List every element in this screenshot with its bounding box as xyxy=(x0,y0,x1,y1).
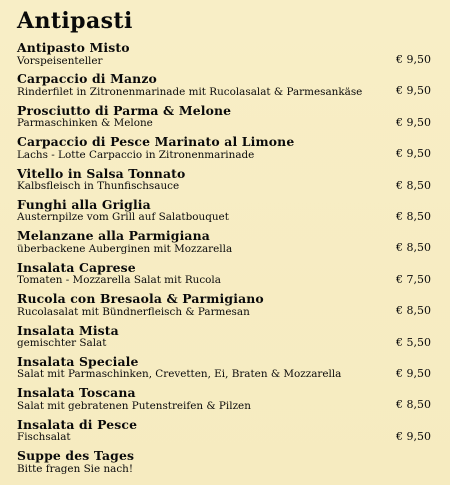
menu-item xyxy=(17,71,433,102)
menu-item xyxy=(17,385,433,416)
item-description: überbackene Auberginen mit Mozzarella xyxy=(17,242,233,255)
item-price: € 9,50 xyxy=(396,53,431,66)
item-price: € 8,50 xyxy=(396,304,431,318)
item-description: Austernpilze vom Grill auf Salatbouquet xyxy=(17,211,229,224)
menu-item xyxy=(17,166,433,197)
item-price: € 9,50 xyxy=(396,84,431,98)
item-price: € 7,50 xyxy=(396,272,431,286)
item-description: Salat mit gebratenen Putenstreifen & Pilzen xyxy=(17,399,251,412)
item-price: € 9,50 xyxy=(396,429,431,443)
item-price: € 8,50 xyxy=(396,209,431,223)
item-name: Carpaccio di Pesce Marinato al Limone xyxy=(17,134,295,150)
item-name: Insalata Toscana xyxy=(17,385,136,401)
menu-list xyxy=(17,40,433,479)
item-description: gemischter Salat xyxy=(17,337,107,350)
item-description: Vorspeisenteller xyxy=(17,54,103,67)
item-description: Kalbsfleisch in Thunfischsauce xyxy=(17,180,180,193)
item-description: Lachs - Lotte Carpaccio in Zitronenmarinade xyxy=(17,148,255,161)
item-price: € 8,50 xyxy=(396,398,431,412)
item-name: Melanzane alla Parmigiana xyxy=(17,228,210,244)
item-name: Antipasto Misto xyxy=(17,40,130,55)
item-description: Salat mit Parmaschinken, Crevetten, Ei, Braten & Mozzarella xyxy=(17,368,342,381)
item-name: Insalata Caprese xyxy=(17,259,136,275)
menu-item xyxy=(17,291,433,322)
menu-item xyxy=(17,103,433,134)
item-price: € 9,50 xyxy=(396,366,431,380)
item-description: Tomaten - Mozzarella Salat mit Rucola xyxy=(17,274,221,287)
item-name: Insalata Mista xyxy=(17,322,119,338)
menu-item xyxy=(17,323,433,354)
menu-title: Antipasti xyxy=(17,8,133,34)
item-price: € 9,50 xyxy=(396,115,431,129)
item-name: Carpaccio di Manzo xyxy=(17,71,157,87)
menu-item xyxy=(17,354,433,385)
item-price: € 5,50 xyxy=(396,335,431,349)
item-description: Rucolasalat mit Bündnerfleisch & Parmesan xyxy=(17,305,250,318)
menu-item xyxy=(17,134,433,165)
item-description: Fischsalat xyxy=(17,431,71,444)
item-name: Suppe des Tages xyxy=(17,448,135,464)
item-description: Rinderfilet in Zitronenmarinade mit Rucolasalat & Parmesankäse xyxy=(17,85,363,98)
item-description: Parmaschinken & Melone xyxy=(17,117,153,130)
item-name: Insalata Speciale xyxy=(17,353,139,369)
menu-item xyxy=(17,417,433,448)
menu-item xyxy=(17,260,433,291)
item-name: Insalata di Pesce xyxy=(17,416,138,432)
item-name: Rucola con Bresaola & Parmigiano xyxy=(17,291,264,307)
item-name: Funghi alla Griglia xyxy=(17,196,151,212)
item-description: Bitte fragen Sie nach! xyxy=(17,462,134,475)
item-price: € 8,50 xyxy=(396,178,431,192)
item-name: Prosciutto di Parma & Melone xyxy=(17,102,232,118)
menu-item xyxy=(17,448,433,479)
item-price: € 8,50 xyxy=(396,241,431,255)
menu-item xyxy=(17,197,433,228)
item-name: Vitello in Salsa Tonnato xyxy=(17,165,186,181)
menu-item xyxy=(17,40,433,71)
menu-item xyxy=(17,228,433,259)
item-price: € 9,50 xyxy=(396,147,431,161)
